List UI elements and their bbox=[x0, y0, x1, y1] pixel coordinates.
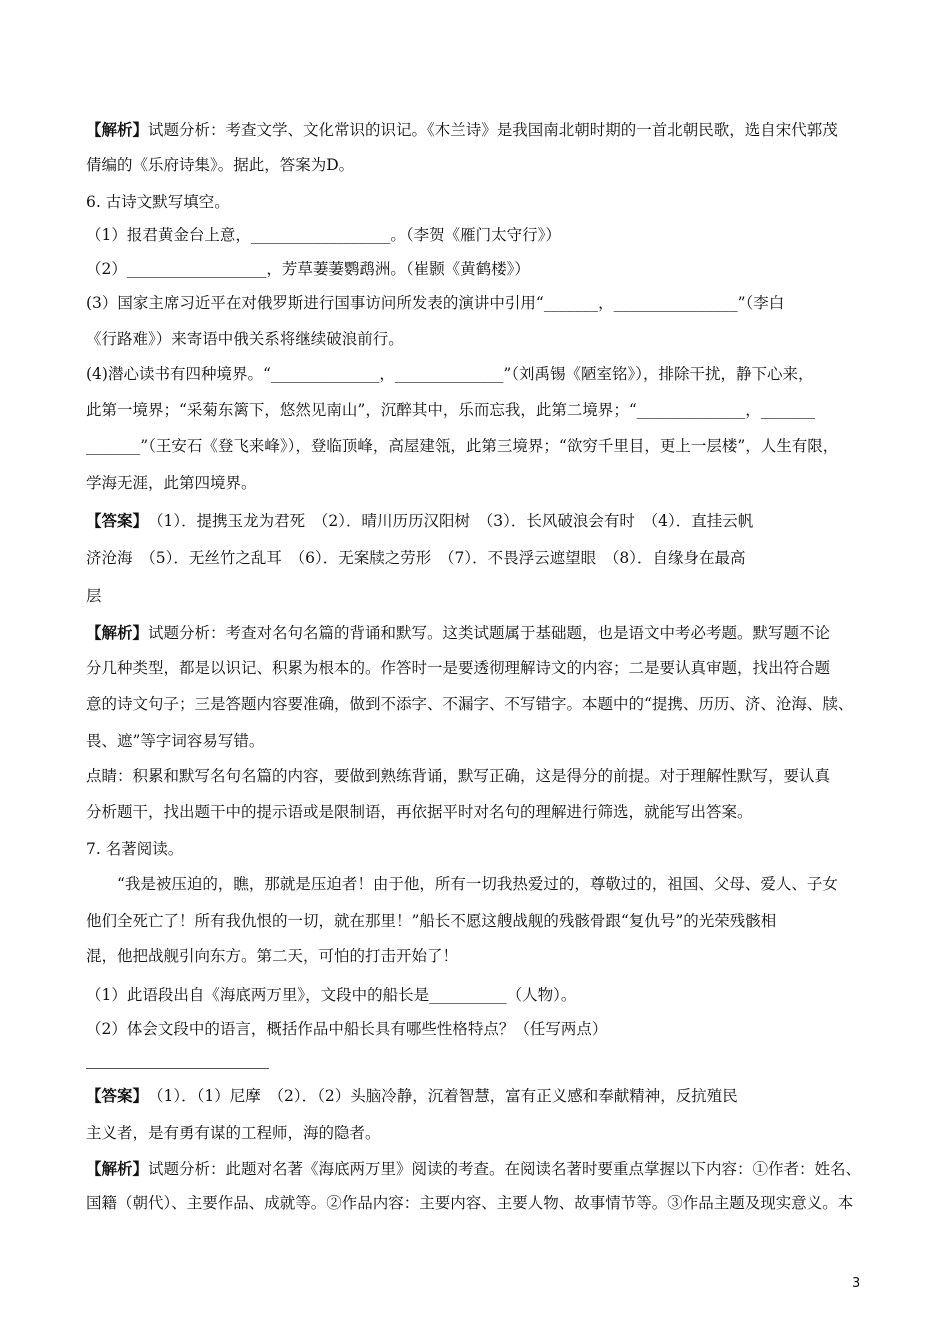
text-line: 分析题干，找出题干中的提示语或是限制语，再依据平时对名句的理解进行筛选，就能写出答案。 bbox=[86, 803, 753, 821]
text-line: (3）国家主席习近平在对俄罗斯进行国事访问所发表的演讲中引用“_______，________________”（李白 bbox=[86, 294, 785, 312]
text-line: 【解析】试题分析：考查文学、文化常识的识记。《木兰诗》是我国南北朝时期的一首北朝民歌，选自宋代郭茂 bbox=[86, 120, 838, 139]
text-line: 层 bbox=[86, 587, 102, 605]
text-line: 【答案】 （1）．提携玉龙为君死 （2）．晴川历历汉阳树 （3）．长风破浪会有时 （4）．直挂云帆 bbox=[86, 511, 754, 530]
text-line: 济沧海 （5）．无丝竹之乱耳 （6）．无案牍之劳形 （7）．不畏浮云遮望眼 （8）．自缘身在最高 bbox=[86, 549, 746, 567]
text-line: 学海无涯，此第四境界。 bbox=[86, 474, 257, 492]
text-line: 【答案】 （1）．（1）尼摩 （2）．（2）头脑冷静，沉着智慧，富有正义感和奉献精神，反抗殖民 bbox=[86, 1086, 738, 1105]
text-line: 倩编的《乐府诗集》。据此，答案为D。 bbox=[86, 156, 355, 174]
section-label: 【解析】 bbox=[86, 623, 149, 642]
text-line: 主义者，是有勇有谋的工程师，海的隐者。 bbox=[86, 1124, 381, 1142]
text-line: _______”（王安石《登飞来峰》），登临顶峰，高屋建瓴，此第三境界；“欲穷千里目，更上一层楼”，人生有限， bbox=[86, 437, 839, 455]
question-heading: 7. 名著阅读。 bbox=[86, 840, 184, 858]
text-line: （1）报君黄金台上意，__________________。（李贺《雁门太守行》） bbox=[86, 226, 561, 244]
page-number: 3 bbox=[852, 1276, 861, 1291]
text-line: （2）体会文段中的语言，概括作品中船长具有哪些性格特点？（任写两点） bbox=[86, 1020, 608, 1038]
text-line: 他们全死亡了！所有我仇恨的一切，就在那里！”船长不愿这艘战舰的残骸骨跟“复仇号”的光荣残骸相 bbox=[86, 912, 777, 930]
answer-label: 【答案】 bbox=[86, 511, 141, 530]
question-heading: 6. 古诗文默写填空。 bbox=[86, 193, 230, 211]
text-line: 《行路难》）来寄语中俄关系将继续破浪前行。 bbox=[86, 330, 404, 348]
text-line: 点睛：积累和默写名句名篇的内容，要做到熟练背诵，默写正确，这是得分的前提。对于理解性默写，要认真 bbox=[86, 767, 831, 785]
text-line: 【解析】试题分析：考查对名句名篇的背诵和默写。这类试题属于基础题，也是语文中考必考题。默写题不论 bbox=[86, 623, 831, 642]
text-line: （1）此语段出自《海底两万里》，文段中的船长是__________（人物）。 bbox=[86, 986, 577, 1004]
text-line: “我是被压迫的，瞧，那就是压迫者！由于他，所有一切我热爱过的，尊敬过的，祖国、父母、爱人、子女 bbox=[86, 875, 838, 893]
section-label: 【解析】 bbox=[86, 120, 149, 139]
text-line: 国籍（朝代）、主要作品、成就等。②作品内容：主要内容、主要人物、故事情节等。③作品主题及现实意义。本 bbox=[86, 1194, 854, 1212]
section-label: 【解析】 bbox=[86, 1159, 149, 1178]
text-line: (4)潜心读书有四种境界。“______________，______________”（刘禹锡《陋室铭》），排除干扰，静下心来， bbox=[86, 365, 814, 383]
text-line: 【解析】试题分析：此题对名著《海底两万里》阅读的考查。在阅读名著时要重点掌握以下内容：①作者：姓名、 bbox=[86, 1159, 862, 1178]
text-line: 混，他把战舰引向东方。第二天，可怕的打击开始了！ bbox=[86, 947, 459, 965]
answer-separator bbox=[86, 1068, 269, 1069]
answer-label: 【答案】 bbox=[86, 1086, 141, 1105]
text-line: 此第一境界；“采菊东篱下，悠然见南山”，沉醉其中，乐而忘我，此第二境界；“______________，_______ bbox=[86, 401, 816, 419]
text-line: （2）__________________，芳草萋萋鹦鹉洲。（崔颢《黄鹤楼》） bbox=[86, 260, 530, 278]
text-line: 分几种类型，都是以识记、积累为根本的。作答时一是要透彻理解诗文的内容；二是要认真审题，找出符合题 bbox=[86, 659, 831, 677]
text-line: 意的诗文句子；三是答题内容要准确，做到不添字、不漏字、不写错字。本题中的“提携、历历、济、沧海、牍、 bbox=[86, 695, 854, 713]
text-line: 畏、遮”等字词容易写错。 bbox=[86, 732, 265, 750]
